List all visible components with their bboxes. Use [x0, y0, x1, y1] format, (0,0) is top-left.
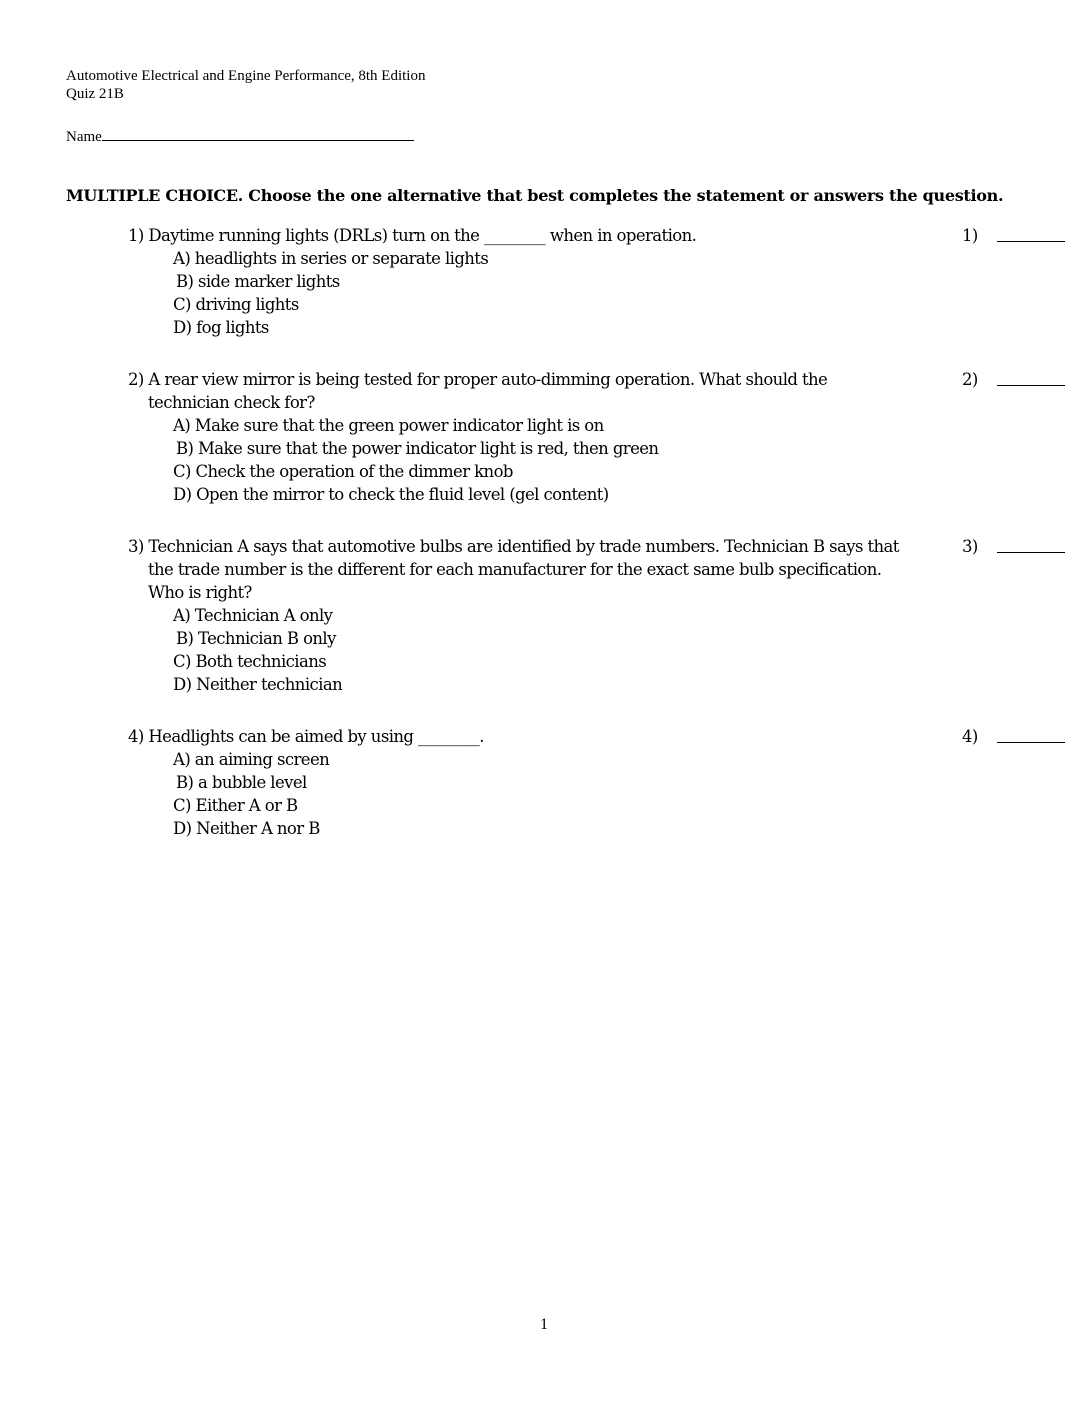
instructions: MULTIPLE CHOICE. Choose the one alternative that best completes the statement or answers the question.: [66, 186, 1004, 205]
name-blank-line[interactable]: [102, 126, 414, 141]
answer-option: B) Make sure that the power indicator light is red, then green: [176, 439, 659, 458]
answer-option: B) side marker lights: [176, 272, 340, 291]
question-text: 1) Daytime running lights (DRLs) turn on the ________ when in operation.: [128, 226, 697, 245]
question-text: the trade number is the different for each manufacturer for the exact same bulb specification.: [148, 560, 882, 579]
answer-option: C) Either A or B: [173, 796, 298, 815]
answer-option: A) Technician A only: [173, 606, 333, 625]
question-2: [128, 368, 1068, 506]
name-field[interactable]: [66, 126, 414, 146]
answer-option: D) Neither technician: [173, 675, 343, 694]
answer-line[interactable]: [997, 742, 1065, 743]
answer-number: 1): [962, 226, 978, 245]
answer-option: D) fog lights: [173, 318, 269, 337]
question-text: Who is right?: [148, 583, 252, 602]
answer-option: D) Neither A nor B: [173, 819, 320, 838]
name-label: Name: [66, 129, 102, 145]
question-text: 3) Technician A says that automotive bulbs are identified by trade numbers. Technician B says that: [128, 537, 899, 556]
course-title: Automotive Electrical and Engine Performance, 8th Edition: [66, 68, 426, 84]
answer-number: 2): [962, 370, 978, 389]
question-text: technician check for?: [148, 393, 315, 412]
answer-number: 4): [962, 727, 978, 746]
answer-option: A) an aiming screen: [173, 750, 330, 769]
answer-option: D) Open the mirror to check the fluid level (gel content): [173, 485, 609, 504]
question-1: [128, 224, 1068, 339]
answer-option: A) Make sure that the green power indicator light is on: [173, 416, 604, 435]
answer-option: C) Check the operation of the dimmer knob: [173, 462, 513, 481]
question-text: 4) Headlights can be aimed by using ________.: [128, 727, 484, 746]
answer-option: A) headlights in series or separate lights: [173, 249, 489, 268]
page-number: 1: [540, 1316, 548, 1333]
answer-number: 3): [962, 537, 978, 556]
answer-option: B) Technician B only: [176, 629, 336, 648]
question-text: 2) A rear view mirror is being tested for proper auto-dimming operation. What should the: [128, 370, 828, 389]
answer-line[interactable]: [997, 385, 1065, 386]
question-4: [128, 725, 1068, 840]
quiz-title: Quiz 21B: [66, 86, 124, 102]
answer-option: C) driving lights: [173, 295, 299, 314]
answer-line[interactable]: [997, 552, 1065, 553]
answer-line[interactable]: [997, 241, 1065, 242]
answer-option: C) Both technicians: [173, 652, 327, 671]
question-3: [128, 535, 1068, 696]
answer-option: B) a bubble level: [176, 773, 307, 792]
